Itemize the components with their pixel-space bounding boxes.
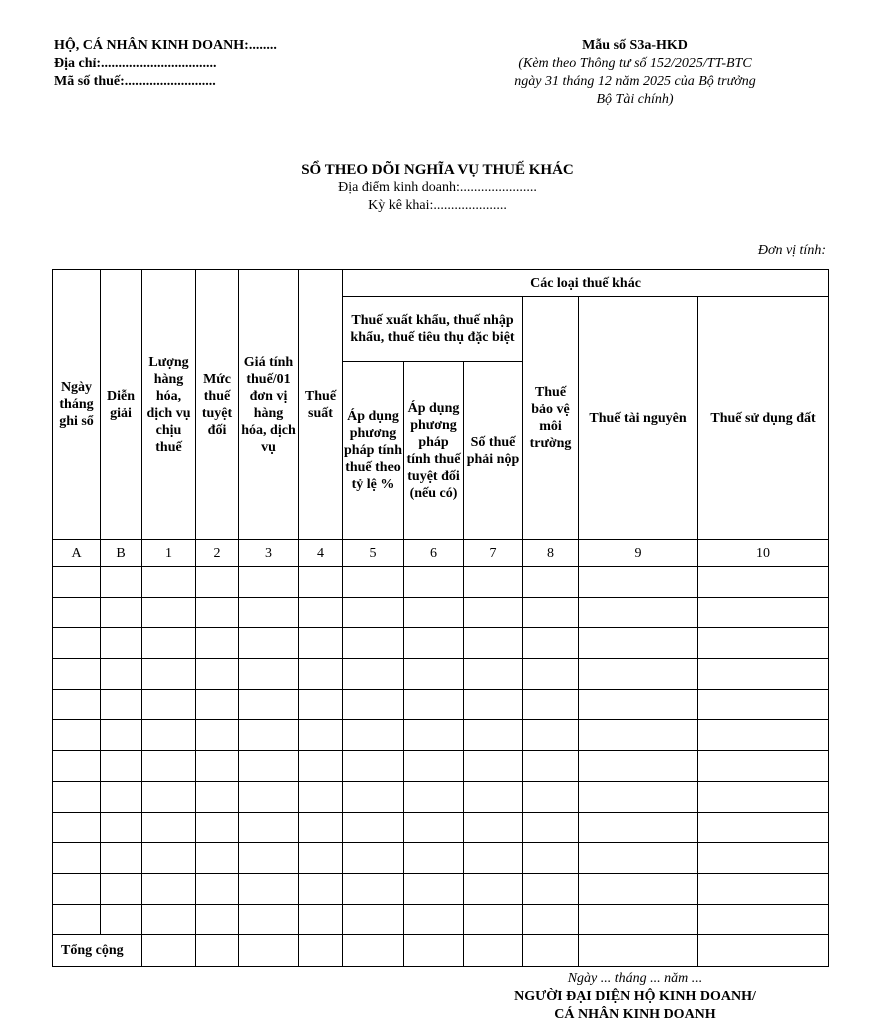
tax-code-line: Mã số thuế:.......................... [54, 74, 216, 89]
table-cell[interactable] [523, 781, 579, 812]
table-cell[interactable] [343, 720, 404, 751]
table-cell[interactable] [404, 751, 464, 782]
table-cell[interactable] [299, 843, 343, 874]
table-cell[interactable] [53, 812, 101, 843]
table-cell[interactable] [101, 751, 142, 782]
signature-block [470, 970, 800, 1024]
column-code: B [101, 540, 142, 567]
table-cell[interactable] [698, 843, 829, 874]
table-cell[interactable] [239, 567, 299, 598]
table-cell[interactable] [404, 659, 464, 690]
table-cell[interactable] [299, 720, 343, 751]
table-cell[interactable] [299, 567, 343, 598]
table-cell[interactable] [101, 904, 142, 935]
table-cell[interactable] [464, 628, 523, 659]
table-cell[interactable] [343, 689, 404, 720]
table-cell[interactable] [579, 689, 698, 720]
table-cell[interactable] [698, 781, 829, 812]
table-cell[interactable] [239, 720, 299, 751]
table-cell[interactable] [299, 904, 343, 935]
table-cell[interactable] [343, 597, 404, 628]
header-absolute-method: Áp dụng phương pháp tính thuế tuyệt đối (nếu có) [404, 362, 464, 540]
table-cell[interactable] [239, 689, 299, 720]
table-cell[interactable] [464, 751, 523, 782]
table-cell[interactable] [53, 628, 101, 659]
table-row [53, 751, 829, 782]
table-cell[interactable] [196, 873, 239, 904]
table-cell[interactable] [523, 720, 579, 751]
table-cell[interactable] [464, 781, 523, 812]
table-cell[interactable] [464, 904, 523, 935]
table-cell[interactable] [698, 567, 829, 598]
column-code-row [53, 540, 829, 567]
table-cell[interactable] [579, 781, 698, 812]
table-cell[interactable] [523, 597, 579, 628]
table-cell[interactable] [299, 597, 343, 628]
table-row [53, 597, 829, 628]
tax-ledger-table [52, 269, 829, 967]
table-cell[interactable] [196, 751, 239, 782]
table-cell[interactable] [142, 689, 196, 720]
table-cell[interactable] [343, 843, 404, 874]
table-cell[interactable] [196, 720, 239, 751]
table-cell[interactable] [579, 628, 698, 659]
table-row [53, 689, 829, 720]
table-cell[interactable] [196, 843, 239, 874]
column-code: 3 [239, 540, 299, 567]
table-cell[interactable] [196, 659, 239, 690]
table-row [53, 904, 829, 935]
table-row [53, 567, 829, 598]
table-cell[interactable] [698, 720, 829, 751]
table-cell[interactable] [523, 873, 579, 904]
table-cell[interactable] [101, 843, 142, 874]
table-cell[interactable] [101, 873, 142, 904]
signature-date: Ngày ... tháng ... năm ... [567, 971, 703, 986]
table-cell[interactable] [523, 812, 579, 843]
business-info [54, 37, 277, 91]
table-cell[interactable] [299, 689, 343, 720]
table-cell[interactable] [142, 659, 196, 690]
table-cell[interactable] [142, 843, 196, 874]
table-cell[interactable] [579, 843, 698, 874]
table-cell[interactable] [299, 812, 343, 843]
header-percent-method: Áp dụng phương pháp tính thuế theo tỷ lệ % [343, 362, 404, 540]
table-cell[interactable] [464, 597, 523, 628]
table-cell[interactable] [579, 659, 698, 690]
column-code: 10 [698, 540, 829, 567]
table-cell[interactable] [698, 873, 829, 904]
table-cell[interactable] [142, 567, 196, 598]
table-cell[interactable] [698, 812, 829, 843]
legal-reference-line-1: (Kèm theo Thông tư số 152/2025/TT-BTC [518, 56, 752, 71]
column-code: 2 [196, 540, 239, 567]
table-row [53, 659, 829, 690]
table-cell[interactable] [698, 689, 829, 720]
table-cell[interactable] [464, 720, 523, 751]
table-cell[interactable] [404, 628, 464, 659]
table-cell[interactable] [523, 567, 579, 598]
header-other-taxes: Các loại thuế khác [343, 270, 829, 297]
table-cell[interactable] [299, 781, 343, 812]
table-cell[interactable] [698, 659, 829, 690]
table-cell[interactable] [404, 720, 464, 751]
table-cell[interactable] [343, 628, 404, 659]
table-row [53, 843, 829, 874]
table-cell[interactable] [579, 904, 698, 935]
table-cell[interactable] [53, 597, 101, 628]
table-cell[interactable] [239, 904, 299, 935]
legal-reference-line-3: Bộ Tài chính) [596, 92, 674, 107]
table-cell[interactable] [101, 659, 142, 690]
table-cell[interactable] [404, 597, 464, 628]
table-cell[interactable] [142, 781, 196, 812]
table-cell[interactable] [142, 873, 196, 904]
table-cell[interactable] [523, 843, 579, 874]
table-cell[interactable] [523, 904, 579, 935]
table-cell[interactable] [579, 873, 698, 904]
header-absolute-rate: Mức thuế tuyệt đối [196, 270, 239, 540]
table-cell[interactable] [53, 873, 101, 904]
header-tax-payable: Số thuế phải nộp [464, 362, 523, 540]
total-row [53, 935, 829, 967]
total-cell[interactable] [239, 935, 299, 967]
table-cell[interactable] [142, 628, 196, 659]
table-cell[interactable] [53, 781, 101, 812]
table-cell[interactable] [404, 843, 464, 874]
unit-label: Đơn vị tính: [757, 243, 826, 258]
table-cell[interactable] [299, 659, 343, 690]
title-block [0, 161, 875, 215]
table-cell[interactable] [698, 904, 829, 935]
header-land-use-tax: Thuế sử dụng đất [698, 297, 829, 540]
table-cell[interactable] [196, 904, 239, 935]
total-cell[interactable] [404, 935, 464, 967]
table-cell[interactable] [343, 812, 404, 843]
table-cell[interactable] [53, 751, 101, 782]
header-taxable-price: Giá tính thuế/01 đơn vị hàng hóa, dịch vụ [239, 270, 299, 540]
table-cell[interactable] [142, 720, 196, 751]
table-cell[interactable] [464, 843, 523, 874]
table-cell[interactable] [404, 567, 464, 598]
table-cell[interactable] [53, 567, 101, 598]
form-number: Mẫu số S3a-HKD [582, 38, 688, 53]
column-code: 8 [523, 540, 579, 567]
total-cell[interactable] [299, 935, 343, 967]
table-cell[interactable] [101, 567, 142, 598]
table-cell[interactable] [196, 628, 239, 659]
total-label: Tổng cộng [53, 935, 142, 967]
table-cell[interactable] [142, 751, 196, 782]
table-cell[interactable] [579, 720, 698, 751]
table-cell[interactable] [196, 567, 239, 598]
total-cell[interactable] [698, 935, 829, 967]
header-import-export-excise: Thuế xuất khẩu, thuế nhập khẩu, thuế tiêu thụ đặc biệt [343, 297, 523, 362]
signer-title-line-1: NGƯỜI ĐẠI DIỆN HỘ KINH DOANH/ [514, 989, 756, 1004]
table-row [53, 720, 829, 751]
table-cell[interactable] [239, 781, 299, 812]
table-cell[interactable] [343, 904, 404, 935]
total-cell[interactable] [343, 935, 404, 967]
table-cell[interactable] [239, 873, 299, 904]
total-cell[interactable] [464, 935, 523, 967]
table-cell[interactable] [53, 720, 101, 751]
table-cell[interactable] [523, 751, 579, 782]
table-row [53, 873, 829, 904]
business-name-line: HỘ, CÁ NHÂN KINH DOANH:........ [54, 38, 277, 53]
header-date: Ngày tháng ghi sổ [53, 270, 101, 540]
table-cell[interactable] [196, 781, 239, 812]
column-code: A [53, 540, 101, 567]
table-cell[interactable] [523, 689, 579, 720]
table-cell[interactable] [101, 812, 142, 843]
table-cell[interactable] [404, 812, 464, 843]
table-header [53, 270, 829, 567]
table-cell[interactable] [299, 628, 343, 659]
table-cell[interactable] [464, 812, 523, 843]
table-cell[interactable] [404, 873, 464, 904]
header-tax-rate: Thuế suất [299, 270, 343, 540]
table-cell[interactable] [698, 628, 829, 659]
table-cell[interactable] [343, 567, 404, 598]
table-cell[interactable] [299, 751, 343, 782]
table-cell[interactable] [579, 597, 698, 628]
table-cell[interactable] [523, 628, 579, 659]
table-cell[interactable] [579, 751, 698, 782]
table-cell[interactable] [404, 904, 464, 935]
table-row [53, 781, 829, 812]
table-cell[interactable] [579, 812, 698, 843]
table-cell[interactable] [53, 659, 101, 690]
table-row [53, 628, 829, 659]
total-cell[interactable] [579, 935, 698, 967]
table-cell[interactable] [579, 567, 698, 598]
header-description: Diễn giải [101, 270, 142, 540]
total-cell[interactable] [142, 935, 196, 967]
table-cell[interactable] [53, 689, 101, 720]
table-cell[interactable] [101, 689, 142, 720]
table-cell[interactable] [464, 567, 523, 598]
table-cell[interactable] [464, 873, 523, 904]
table-cell[interactable] [101, 781, 142, 812]
table-cell[interactable] [404, 781, 464, 812]
table-cell[interactable] [239, 628, 299, 659]
table-cell[interactable] [142, 904, 196, 935]
table-cell[interactable] [142, 812, 196, 843]
table-cell[interactable] [53, 843, 101, 874]
table-cell[interactable] [404, 689, 464, 720]
legal-reference-line-2: ngày 31 tháng 12 năm 2025 của Bộ trưởng [514, 74, 756, 89]
table-cell[interactable] [239, 659, 299, 690]
table-cell[interactable] [464, 659, 523, 690]
table-cell[interactable] [343, 781, 404, 812]
column-code: 5 [343, 540, 404, 567]
table-cell[interactable] [299, 873, 343, 904]
page-title: SỔ THEO DÕI NGHĨA VỤ THUẾ KHÁC [301, 162, 574, 178]
table-cell[interactable] [101, 628, 142, 659]
table-cell[interactable] [523, 659, 579, 690]
table-cell[interactable] [343, 659, 404, 690]
header-environment-tax: Thuế bảo vệ môi trường [523, 297, 579, 540]
table-cell[interactable] [53, 904, 101, 935]
column-code: 7 [464, 540, 523, 567]
address-line: Địa chỉ:................................. [54, 56, 217, 71]
total-cell[interactable] [196, 935, 239, 967]
total-cell[interactable] [523, 935, 579, 967]
signer-title-line-2: CÁ NHÂN KINH DOANH [554, 1007, 716, 1022]
table-cell[interactable] [196, 689, 239, 720]
table-row [53, 812, 829, 843]
table-cell[interactable] [239, 843, 299, 874]
form-reference [470, 37, 800, 109]
table-cell[interactable] [101, 597, 142, 628]
business-location-line: Địa điểm kinh doanh:...................... [338, 180, 537, 195]
table-cell[interactable] [196, 597, 239, 628]
column-code: 4 [299, 540, 343, 567]
column-code: 1 [142, 540, 196, 567]
table-cell[interactable] [343, 873, 404, 904]
table-cell[interactable] [239, 812, 299, 843]
table-cell[interactable] [142, 597, 196, 628]
declaration-period-line: Kỳ kê khai:..................... [368, 198, 507, 213]
table-cell[interactable] [464, 689, 523, 720]
column-code: 6 [404, 540, 464, 567]
header-quantity: Lượng hàng hóa, dịch vụ chịu thuế [142, 270, 196, 540]
table-cell[interactable] [343, 751, 404, 782]
table-body [53, 567, 829, 967]
table-cell[interactable] [239, 597, 299, 628]
header-resource-tax: Thuế tài nguyên [579, 297, 698, 540]
table-cell[interactable] [239, 751, 299, 782]
table-cell[interactable] [698, 597, 829, 628]
table-cell[interactable] [101, 720, 142, 751]
table-cell[interactable] [698, 751, 829, 782]
table-cell[interactable] [196, 812, 239, 843]
column-code: 9 [579, 540, 698, 567]
